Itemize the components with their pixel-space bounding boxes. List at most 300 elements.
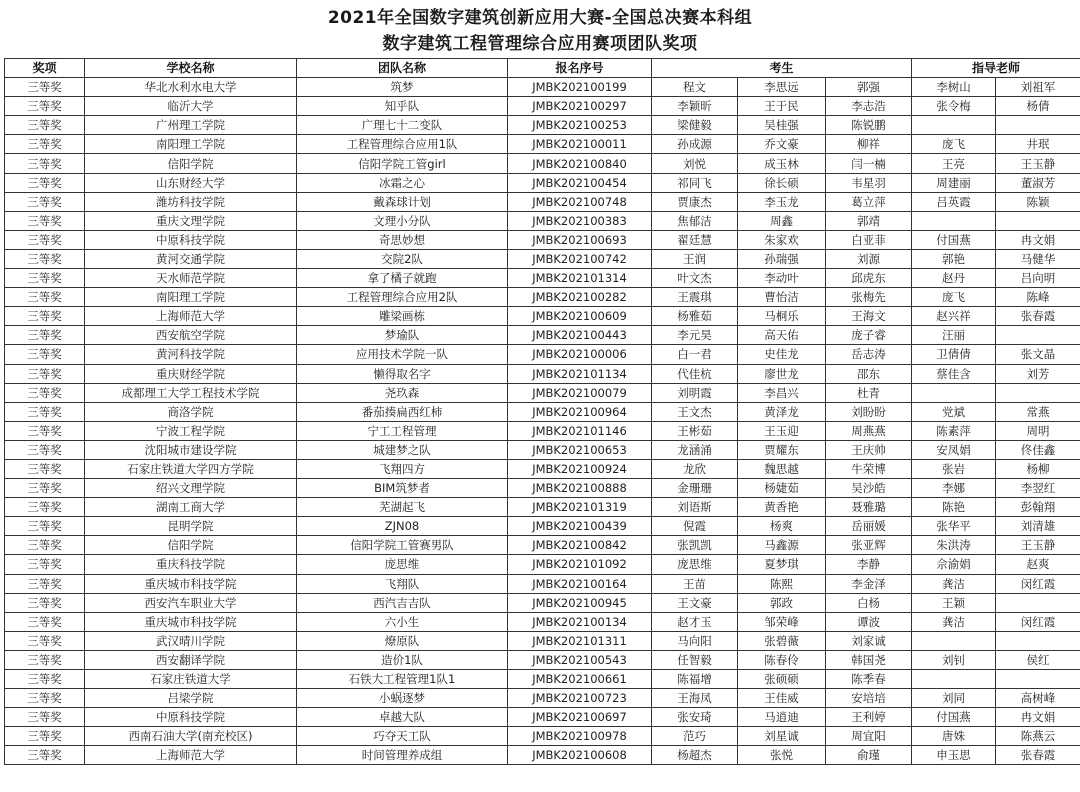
award-cell: 三等奖 (5, 269, 85, 288)
team-cell: BIM筑梦者 (297, 479, 508, 498)
reg-number-cell: JMBK202100924 (508, 459, 652, 478)
reg-number-cell: JMBK202101311 (508, 631, 652, 650)
teacher-cell: 庞飞 (912, 135, 996, 154)
award-cell: 三等奖 (5, 345, 85, 364)
teacher-cell: 张文晶 (996, 345, 1080, 364)
teacher-cell: 刘钊 (912, 650, 996, 669)
reg-number-cell: JMBK202100964 (508, 402, 652, 421)
school-cell: 沈阳城市建设学院 (85, 440, 297, 459)
member-cell: 廖世龙 (738, 364, 826, 383)
member-cell: 祁同飞 (652, 173, 738, 192)
team-cell: ZJN08 (297, 517, 508, 536)
table-row (5, 326, 1080, 345)
member-cell: 焦郁洁 (652, 211, 738, 230)
member-cell: 陈季春 (826, 670, 912, 689)
member-cell: 谭波 (826, 612, 912, 631)
table-row (5, 746, 1080, 765)
header-team: 团队名称 (297, 59, 508, 78)
table-row (5, 383, 1080, 402)
team-cell: 六小生 (297, 612, 508, 631)
award-cell: 三等奖 (5, 97, 85, 116)
member-cell: 李思远 (738, 78, 826, 97)
reg-number-cell: JMBK202100978 (508, 727, 652, 746)
teacher-cell: 郭艳 (912, 249, 996, 268)
teacher-cell: 周明 (996, 421, 1080, 440)
document-subtitle: 数字建筑工程管理综合应用赛项团队奖项 (382, 34, 698, 54)
teacher-cell: 刘芳 (996, 364, 1080, 383)
member-cell: 黄香艳 (738, 498, 826, 517)
award-cell: 三等奖 (5, 574, 85, 593)
award-cell: 三等奖 (5, 326, 85, 345)
member-cell: 庞子睿 (826, 326, 912, 345)
teacher-cell: 赵丹 (912, 269, 996, 288)
teacher-cell (996, 383, 1080, 402)
reg-number-cell: JMBK202100693 (508, 230, 652, 249)
member-cell: 李昌兴 (738, 383, 826, 402)
member-cell: 龙欣 (652, 459, 738, 478)
reg-number-cell: JMBK202100697 (508, 708, 652, 727)
member-cell: 刘悦 (652, 154, 738, 173)
reg-number-cell: JMBK202100609 (508, 307, 652, 326)
member-cell: 乔文豪 (738, 135, 826, 154)
member-cell: 刘源 (826, 249, 912, 268)
award-cell: 三等奖 (5, 211, 85, 230)
table-row (5, 135, 1080, 154)
member-cell: 韩国尧 (826, 650, 912, 669)
member-cell: 白杨 (826, 593, 912, 612)
table-row (5, 173, 1080, 192)
teacher-cell (912, 211, 996, 230)
teacher-cell: 张令梅 (912, 97, 996, 116)
school-cell: 信阳学院 (85, 536, 297, 555)
award-cell: 三等奖 (5, 612, 85, 631)
award-cell: 三等奖 (5, 708, 85, 727)
teacher-cell (996, 211, 1080, 230)
teacher-cell (912, 670, 996, 689)
reg-number-cell: JMBK202100888 (508, 479, 652, 498)
award-cell: 三等奖 (5, 154, 85, 173)
member-cell: 王利婷 (826, 708, 912, 727)
award-cell: 三等奖 (5, 440, 85, 459)
reg-number-cell: JMBK202100443 (508, 326, 652, 345)
team-cell: 飞翔队 (297, 574, 508, 593)
school-cell: 成都理工大学工程技术学院 (85, 383, 297, 402)
member-cell: 庞思维 (652, 555, 738, 574)
award-cell: 三等奖 (5, 383, 85, 402)
member-cell: 李动叶 (738, 269, 826, 288)
teacher-cell: 刘祖军 (996, 78, 1080, 97)
teacher-cell: 王玉静 (996, 154, 1080, 173)
reg-number-cell: JMBK202100840 (508, 154, 652, 173)
school-cell: 湖南工商大学 (85, 498, 297, 517)
teacher-cell: 马健华 (996, 249, 1080, 268)
award-cell: 三等奖 (5, 230, 85, 249)
teacher-cell: 王亮 (912, 154, 996, 173)
award-cell: 三等奖 (5, 498, 85, 517)
table-row (5, 211, 1080, 230)
teacher-cell: 汪丽 (912, 326, 996, 345)
reg-number-cell: JMBK202100282 (508, 288, 652, 307)
teacher-cell: 杨倩 (996, 97, 1080, 116)
teacher-cell: 冉文娟 (996, 230, 1080, 249)
teacher-cell: 党斌 (912, 402, 996, 421)
school-cell: 西安汽车职业大学 (85, 593, 297, 612)
member-cell: 李元昊 (652, 326, 738, 345)
reg-number-cell: JMBK202101092 (508, 555, 652, 574)
reg-number-cell: JMBK202100006 (508, 345, 652, 364)
member-cell: 周宜阳 (826, 727, 912, 746)
reg-number-cell: JMBK202100608 (508, 746, 652, 765)
member-cell: 俞瑾 (826, 746, 912, 765)
table-row (5, 345, 1080, 364)
award-cell: 三等奖 (5, 307, 85, 326)
table-row (5, 364, 1080, 383)
member-cell: 安培培 (826, 689, 912, 708)
teacher-cell: 庞飞 (912, 288, 996, 307)
team-cell: 奇思妙想 (297, 230, 508, 249)
school-cell: 石家庄铁道大学四方学院 (85, 459, 297, 478)
reg-number-cell: JMBK202100164 (508, 574, 652, 593)
member-cell: 任智毅 (652, 650, 738, 669)
table-row (5, 421, 1080, 440)
teacher-cell: 刘清雄 (996, 517, 1080, 536)
table-row (5, 459, 1080, 478)
reg-number-cell: JMBK202100842 (508, 536, 652, 555)
table-row (5, 593, 1080, 612)
member-cell: 王文杰 (652, 402, 738, 421)
member-cell: 韦星羽 (826, 173, 912, 192)
member-cell: 张悦 (738, 746, 826, 765)
member-cell: 郭强 (826, 78, 912, 97)
table-row (5, 708, 1080, 727)
table-row (5, 78, 1080, 97)
reg-number-cell: JMBK202100439 (508, 517, 652, 536)
school-cell: 黄河交通学院 (85, 249, 297, 268)
member-cell: 郭政 (738, 593, 826, 612)
team-cell: 工程管理综合应用1队 (297, 135, 508, 154)
teacher-cell: 周建丽 (912, 173, 996, 192)
award-cell: 三等奖 (5, 135, 85, 154)
member-cell: 李玉龙 (738, 192, 826, 211)
table-row (5, 269, 1080, 288)
award-cell: 三等奖 (5, 288, 85, 307)
award-cell: 三等奖 (5, 555, 85, 574)
teacher-cell: 高树峰 (996, 689, 1080, 708)
table-row (5, 536, 1080, 555)
reg-number-cell: JMBK202100011 (508, 135, 652, 154)
table-row (5, 479, 1080, 498)
team-cell: 小蜗逐梦 (297, 689, 508, 708)
teacher-cell: 陈颖 (996, 192, 1080, 211)
reg-number-cell: JMBK202100079 (508, 383, 652, 402)
award-cell: 三等奖 (5, 727, 85, 746)
table-row (5, 116, 1080, 135)
team-cell: 拿了橘子就跑 (297, 269, 508, 288)
award-cell: 三等奖 (5, 593, 85, 612)
member-cell: 高天佑 (738, 326, 826, 345)
school-cell: 昆明学院 (85, 517, 297, 536)
school-cell: 上海师范大学 (85, 746, 297, 765)
teacher-cell: 王玉静 (996, 536, 1080, 555)
teacher-cell: 张岩 (912, 459, 996, 478)
school-cell: 重庆文理学院 (85, 211, 297, 230)
award-cell: 三等奖 (5, 116, 85, 135)
team-cell: 雕梁画栋 (297, 307, 508, 326)
member-cell: 张碧薇 (738, 631, 826, 650)
member-cell: 叶文杰 (652, 269, 738, 288)
member-cell: 岳丽媛 (826, 517, 912, 536)
team-cell: 庞思维 (297, 555, 508, 574)
teacher-cell: 侯红 (996, 650, 1080, 669)
reg-number-cell: JMBK202100945 (508, 593, 652, 612)
team-cell: 尧玖森 (297, 383, 508, 402)
school-cell: 临沂大学 (85, 97, 297, 116)
member-cell: 赵才玉 (652, 612, 738, 631)
team-cell: 戴森球计划 (297, 192, 508, 211)
teacher-cell (996, 631, 1080, 650)
teacher-cell: 佟佳鑫 (996, 440, 1080, 459)
team-cell: 交院2队 (297, 249, 508, 268)
reg-number-cell: JMBK202100661 (508, 670, 652, 689)
teacher-cell: 闵红霞 (996, 612, 1080, 631)
reg-number-cell: JMBK202100297 (508, 97, 652, 116)
school-cell: 西安翻译学院 (85, 650, 297, 669)
table-row (5, 440, 1080, 459)
table-row (5, 97, 1080, 116)
school-cell: 重庆财经学院 (85, 364, 297, 383)
teacher-cell: 陈燕云 (996, 727, 1080, 746)
reg-number-cell: JMBK202100199 (508, 78, 652, 97)
school-cell: 南阳理工学院 (85, 135, 297, 154)
table-row (5, 307, 1080, 326)
award-cell: 三等奖 (5, 536, 85, 555)
team-cell: 文理小分队 (297, 211, 508, 230)
header-reg: 报名序号 (508, 59, 652, 78)
school-cell: 商洛学院 (85, 402, 297, 421)
table-row (5, 517, 1080, 536)
teacher-cell: 闵红霞 (996, 574, 1080, 593)
school-cell: 信阳学院 (85, 154, 297, 173)
member-cell: 闫一楠 (826, 154, 912, 173)
member-cell: 马鑫源 (738, 536, 826, 555)
teacher-cell: 赵爽 (996, 555, 1080, 574)
member-cell: 马向阳 (652, 631, 738, 650)
teacher-cell: 冉文娟 (996, 708, 1080, 727)
member-cell: 李志浩 (826, 97, 912, 116)
teacher-cell: 陈峰 (996, 288, 1080, 307)
teacher-cell: 申玉思 (912, 746, 996, 765)
reg-number-cell: JMBK202100723 (508, 689, 652, 708)
member-cell: 张凯凯 (652, 536, 738, 555)
member-cell: 杨雅茹 (652, 307, 738, 326)
table-row (5, 249, 1080, 268)
table-row (5, 230, 1080, 249)
document-title: 2021年全国数字建筑创新应用大赛-全国总决赛本科组 (327, 8, 753, 28)
award-cell: 三等奖 (5, 249, 85, 268)
reg-number-cell: JMBK202101314 (508, 269, 652, 288)
table-row (5, 650, 1080, 669)
teacher-cell: 董淑芳 (996, 173, 1080, 192)
member-cell: 黄泽龙 (738, 402, 826, 421)
member-cell: 孙成源 (652, 135, 738, 154)
member-cell: 白亚菲 (826, 230, 912, 249)
member-cell: 刘星诚 (738, 727, 826, 746)
member-cell: 吴桂强 (738, 116, 826, 135)
award-cell: 三等奖 (5, 479, 85, 498)
team-cell: 信阳学院工管girl (297, 154, 508, 173)
member-cell: 张安琦 (652, 708, 738, 727)
member-cell: 孙瑞强 (738, 249, 826, 268)
member-cell: 葛立萍 (826, 192, 912, 211)
school-cell: 重庆城市科技学院 (85, 612, 297, 631)
award-cell: 三等奖 (5, 746, 85, 765)
teacher-cell: 陈艳 (912, 498, 996, 517)
school-cell: 中原科技学院 (85, 708, 297, 727)
member-cell: 王文豪 (652, 593, 738, 612)
teacher-cell: 付国燕 (912, 708, 996, 727)
reg-number-cell: JMBK202101319 (508, 498, 652, 517)
member-cell: 李静 (826, 555, 912, 574)
team-cell: 知乎队 (297, 97, 508, 116)
member-cell: 马逍迪 (738, 708, 826, 727)
teacher-cell (912, 631, 996, 650)
member-cell: 成玉林 (738, 154, 826, 173)
award-cell: 三等奖 (5, 631, 85, 650)
reg-number-cell: JMBK202100134 (508, 612, 652, 631)
member-cell: 曹怡洁 (738, 288, 826, 307)
teacher-cell: 卫倩倩 (912, 345, 996, 364)
member-cell: 龙涵涌 (652, 440, 738, 459)
member-cell: 陈熙 (738, 574, 826, 593)
member-cell: 朱家欢 (738, 230, 826, 249)
member-cell: 刘语斯 (652, 498, 738, 517)
reg-number-cell: JMBK202100748 (508, 192, 652, 211)
member-cell: 李金泽 (826, 574, 912, 593)
award-cell: 三等奖 (5, 173, 85, 192)
teacher-cell: 王颖 (912, 593, 996, 612)
teacher-cell: 吕向明 (996, 269, 1080, 288)
table-row (5, 670, 1080, 689)
member-cell: 金珊珊 (652, 479, 738, 498)
member-cell: 王庆帅 (826, 440, 912, 459)
team-cell: 芜湖起飞 (297, 498, 508, 517)
award-cell: 三等奖 (5, 517, 85, 536)
member-cell: 邱虎东 (826, 269, 912, 288)
school-cell: 吕梁学院 (85, 689, 297, 708)
member-cell: 王于民 (738, 97, 826, 116)
member-cell: 贾康杰 (652, 192, 738, 211)
school-cell: 重庆城市科技学院 (85, 574, 297, 593)
table-row (5, 727, 1080, 746)
member-cell: 刘家诚 (826, 631, 912, 650)
team-cell: 卓越大队 (297, 708, 508, 727)
team-cell: 筑梦 (297, 78, 508, 97)
member-cell: 魏思越 (738, 459, 826, 478)
header-award: 奖项 (5, 59, 85, 78)
teacher-cell: 李娜 (912, 479, 996, 498)
member-cell: 刘盼盼 (826, 402, 912, 421)
member-cell: 代佳杭 (652, 364, 738, 383)
school-cell: 广州理工学院 (85, 116, 297, 135)
member-cell: 梁健毅 (652, 116, 738, 135)
team-cell: 造价1队 (297, 650, 508, 669)
table-row (5, 612, 1080, 631)
team-cell: 西汽吉吉队 (297, 593, 508, 612)
team-cell: 巧夺天工队 (297, 727, 508, 746)
teacher-cell: 张春霞 (996, 746, 1080, 765)
member-cell: 马桐乐 (738, 307, 826, 326)
member-cell: 李颖昕 (652, 97, 738, 116)
reg-number-cell: JMBK202101146 (508, 421, 652, 440)
member-cell: 王彬茹 (652, 421, 738, 440)
teacher-cell: 安凤娟 (912, 440, 996, 459)
team-cell: 懒得取名字 (297, 364, 508, 383)
teacher-cell: 佘渝娟 (912, 555, 996, 574)
team-cell: 燎原队 (297, 631, 508, 650)
school-cell: 潍坊科技学院 (85, 192, 297, 211)
school-cell: 山东财经大学 (85, 173, 297, 192)
reg-number-cell: JMBK202100454 (508, 173, 652, 192)
team-cell: 信阳学院工管赛男队 (297, 536, 508, 555)
school-cell: 华北水利水电大学 (85, 78, 297, 97)
award-cell: 三等奖 (5, 364, 85, 383)
table-row (5, 192, 1080, 211)
member-cell: 陈锐鹏 (826, 116, 912, 135)
table-row (5, 689, 1080, 708)
member-cell: 翟廷慧 (652, 230, 738, 249)
reg-number-cell: JMBK202100253 (508, 116, 652, 135)
award-cell: 三等奖 (5, 192, 85, 211)
member-cell: 王海凤 (652, 689, 738, 708)
award-cell: 三等奖 (5, 670, 85, 689)
teacher-cell: 龚洁 (912, 612, 996, 631)
table-header-row (5, 59, 1080, 78)
member-cell: 张硕硕 (738, 670, 826, 689)
school-cell: 黄河科技学院 (85, 345, 297, 364)
member-cell: 张梅先 (826, 288, 912, 307)
teacher-cell: 常燕 (996, 402, 1080, 421)
teacher-cell (996, 116, 1080, 135)
member-cell: 张亚辉 (826, 536, 912, 555)
award-cell: 三等奖 (5, 650, 85, 669)
award-cell: 三等奖 (5, 689, 85, 708)
teacher-cell: 朱洪涛 (912, 536, 996, 555)
member-cell: 柳祥 (826, 135, 912, 154)
header-teachers: 指导老师 (912, 59, 1080, 78)
table-row (5, 631, 1080, 650)
table-row (5, 402, 1080, 421)
member-cell: 王苗 (652, 574, 738, 593)
school-cell: 西南石油大学(南充校区) (85, 727, 297, 746)
member-cell: 刘明霞 (652, 383, 738, 402)
teacher-cell: 张春霞 (996, 307, 1080, 326)
member-cell: 王润 (652, 249, 738, 268)
teacher-cell: 赵兴祥 (912, 307, 996, 326)
award-cell: 三等奖 (5, 459, 85, 478)
member-cell: 王海文 (826, 307, 912, 326)
school-cell: 中原科技学院 (85, 230, 297, 249)
member-cell: 夏梦琪 (738, 555, 826, 574)
member-cell: 邵东 (826, 364, 912, 383)
teacher-cell: 张华平 (912, 517, 996, 536)
award-cell: 三等奖 (5, 402, 85, 421)
header-school: 学校名称 (85, 59, 297, 78)
member-cell: 王玉迎 (738, 421, 826, 440)
member-cell: 杨爽 (738, 517, 826, 536)
member-cell: 范巧 (652, 727, 738, 746)
teacher-cell (996, 670, 1080, 689)
member-cell: 倪霞 (652, 517, 738, 536)
